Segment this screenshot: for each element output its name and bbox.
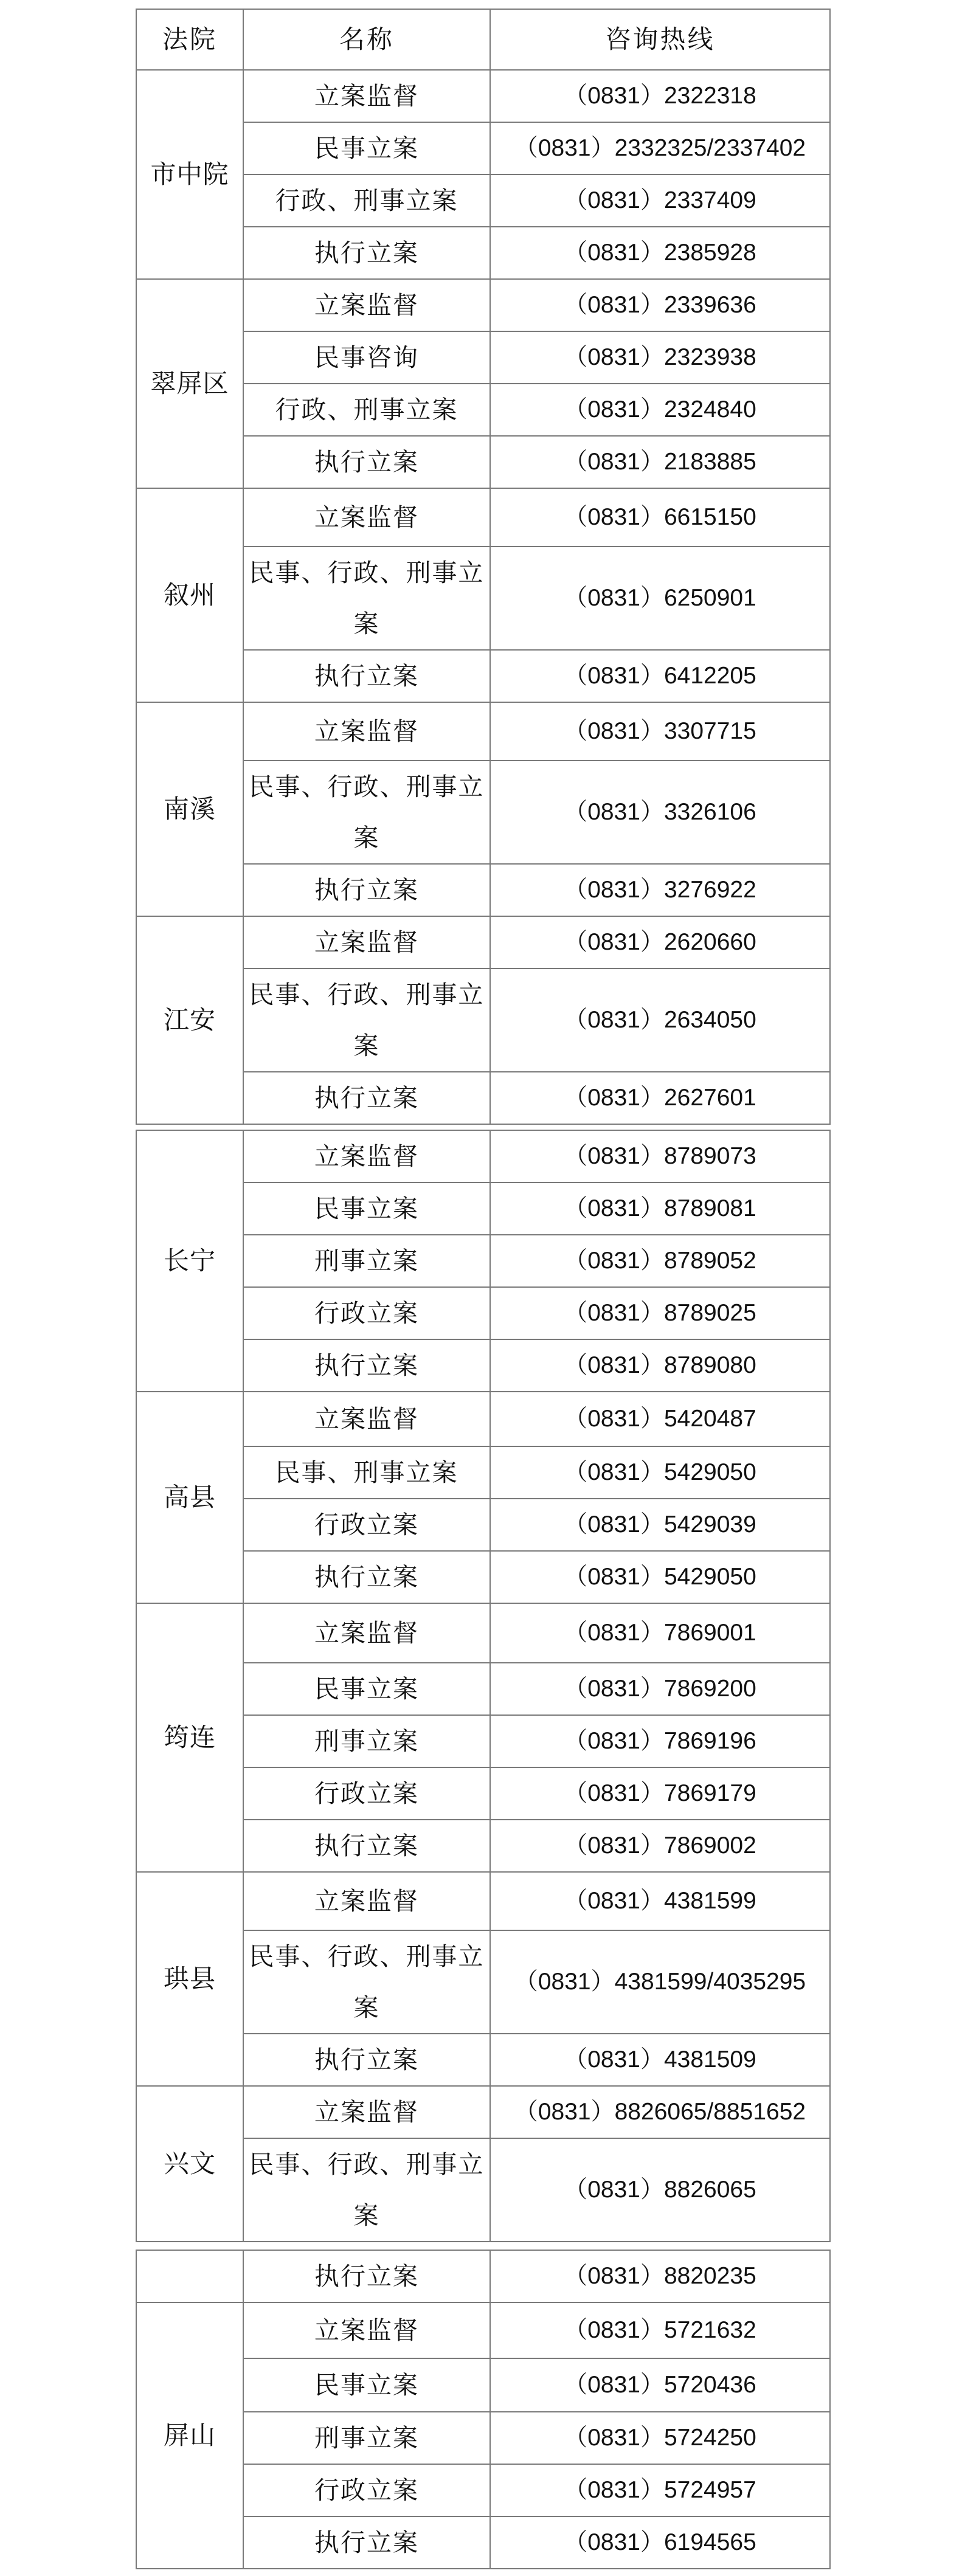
table-row bbox=[136, 702, 830, 761]
hotline-number: （0831）7869002 bbox=[490, 1820, 830, 1872]
service-name: 立案监督 bbox=[243, 1130, 490, 1183]
service-name: 立案监督 bbox=[243, 279, 490, 331]
hotline-number: （0831）2385928 bbox=[490, 227, 830, 279]
hotline-number: （0831）6412205 bbox=[490, 650, 830, 702]
service-name: 执行立案 bbox=[243, 1072, 490, 1124]
hotline-number: （0831）2323938 bbox=[490, 331, 830, 384]
hotline-number: （0831）6615150 bbox=[490, 488, 830, 547]
hotline-number: （0831）4381599 bbox=[490, 1872, 830, 1930]
table-row bbox=[136, 2250, 830, 2302]
hotline-number: （0831）8820235 bbox=[490, 2250, 830, 2302]
service-name: 行政立案 bbox=[243, 1499, 490, 1551]
service-name: 执行立案 bbox=[243, 2034, 490, 2086]
hotline-number: （0831）2634050 bbox=[490, 969, 830, 1072]
service-name: 立案监督 bbox=[243, 1603, 490, 1663]
hotline-number: （0831）7869001 bbox=[490, 1603, 830, 1663]
service-name: 执行立案 bbox=[243, 436, 490, 488]
service-name: 执行立案 bbox=[243, 1551, 490, 1603]
court-name: 南溪 bbox=[136, 702, 243, 916]
service-name: 刑事立案 bbox=[243, 1715, 490, 1767]
service-name: 行政立案 bbox=[243, 1767, 490, 1820]
table-row bbox=[136, 2086, 830, 2138]
table-row bbox=[136, 1392, 830, 1446]
service-name: 民事、行政、刑事立案 bbox=[243, 969, 490, 1072]
service-name: 执行立案 bbox=[243, 864, 490, 916]
court-name: 珙县 bbox=[136, 1872, 243, 2086]
hotline-number: （0831）2339636 bbox=[490, 279, 830, 331]
service-name: 民事立案 bbox=[243, 1663, 490, 1715]
hotline-number: （0831）7869179 bbox=[490, 1767, 830, 1820]
hotline-number: （0831）2620660 bbox=[490, 916, 830, 969]
hotline-table-2 bbox=[136, 1130, 831, 2242]
court-name: 高县 bbox=[136, 1392, 243, 1603]
service-name: 立案监督 bbox=[243, 2302, 490, 2358]
hotline-number: （0831）8789025 bbox=[490, 1287, 830, 1339]
table-row bbox=[136, 488, 830, 547]
table-row bbox=[136, 2302, 830, 2358]
court-name-continued bbox=[136, 2250, 243, 2302]
table-row bbox=[136, 70, 830, 122]
hotline-number: （0831）5720436 bbox=[490, 2358, 830, 2412]
court-name: 叙州 bbox=[136, 488, 243, 702]
service-name: 执行立案 bbox=[243, 650, 490, 702]
court-name: 翠屏区 bbox=[136, 279, 243, 488]
table-block-1 bbox=[136, 9, 829, 1125]
service-name: 民事立案 bbox=[243, 1183, 490, 1235]
service-name: 立案监督 bbox=[243, 702, 490, 761]
service-name: 行政立案 bbox=[243, 2464, 490, 2516]
hotline-table-1 bbox=[136, 9, 831, 1125]
hotline-number: （0831）5429050 bbox=[490, 1551, 830, 1603]
court-name: 兴文 bbox=[136, 2086, 243, 2242]
service-name: 立案监督 bbox=[243, 70, 490, 122]
service-name: 刑事立案 bbox=[243, 2412, 490, 2464]
hotline-number: （0831）2322318 bbox=[490, 70, 830, 122]
hotline-number: （0831）3326106 bbox=[490, 761, 830, 864]
service-name: 立案监督 bbox=[243, 488, 490, 547]
hotline-number: （0831）4381509 bbox=[490, 2034, 830, 2086]
hotline-number: （0831）6194565 bbox=[490, 2516, 830, 2569]
hotline-number: （0831）7869200 bbox=[490, 1663, 830, 1715]
service-name: 执行立案 bbox=[243, 2516, 490, 2569]
hotline-number: （0831）2324840 bbox=[490, 384, 830, 436]
hotline-table-3 bbox=[136, 2250, 831, 2569]
hotline-number: （0831）2337409 bbox=[490, 174, 830, 227]
service-name: 民事、行政、刑事立案 bbox=[243, 547, 490, 650]
service-name: 行政、刑事立案 bbox=[243, 384, 490, 436]
hotline-number: （0831）7869196 bbox=[490, 1715, 830, 1767]
court-name: 屏山 bbox=[136, 2302, 243, 2569]
header-name: 名称 bbox=[243, 9, 490, 70]
hotline-number: （0831）8789081 bbox=[490, 1183, 830, 1235]
service-name: 民事立案 bbox=[243, 2358, 490, 2412]
hotline-number: （0831）8826065/8851652 bbox=[490, 2086, 830, 2138]
hotline-number: （0831）8789052 bbox=[490, 1235, 830, 1287]
hotline-number: （0831）5429050 bbox=[490, 1446, 830, 1499]
hotline-number: （0831）2627601 bbox=[490, 1072, 830, 1124]
service-name: 行政立案 bbox=[243, 1287, 490, 1339]
table-block-3 bbox=[136, 2250, 829, 2569]
service-name: 民事、行政、刑事立案 bbox=[243, 1930, 490, 2034]
court-name: 长宁 bbox=[136, 1130, 243, 1392]
service-name: 立案监督 bbox=[243, 2086, 490, 2138]
table-row bbox=[136, 1603, 830, 1663]
service-name: 民事、行政、刑事立案 bbox=[243, 761, 490, 864]
court-name: 市中院 bbox=[136, 70, 243, 279]
table-row bbox=[136, 1130, 830, 1183]
hotline-number: （0831）5420487 bbox=[490, 1392, 830, 1446]
hotline-number: （0831）2332325/2337402 bbox=[490, 122, 830, 174]
service-name: 民事、刑事立案 bbox=[243, 1446, 490, 1499]
hotline-number: （0831）3307715 bbox=[490, 702, 830, 761]
table-row bbox=[136, 916, 830, 969]
hotline-number: （0831）5724250 bbox=[490, 2412, 830, 2464]
table-row bbox=[136, 279, 830, 331]
service-name: 立案监督 bbox=[243, 1392, 490, 1446]
service-name: 执行立案 bbox=[243, 1339, 490, 1392]
hotline-number: （0831）5721632 bbox=[490, 2302, 830, 2358]
hotline-number: （0831）8826065 bbox=[490, 2138, 830, 2242]
service-name: 民事咨询 bbox=[243, 331, 490, 384]
hotline-number: （0831）4381599/4035295 bbox=[490, 1930, 830, 2034]
table-row bbox=[136, 1872, 830, 1930]
service-name: 执行立案 bbox=[243, 2250, 490, 2302]
court-name: 江安 bbox=[136, 916, 243, 1124]
service-name: 立案监督 bbox=[243, 916, 490, 969]
table-header-row bbox=[136, 9, 830, 70]
service-name: 立案监督 bbox=[243, 1872, 490, 1930]
hotline-number: （0831）5429039 bbox=[490, 1499, 830, 1551]
hotline-number: （0831）3276922 bbox=[490, 864, 830, 916]
service-name: 执行立案 bbox=[243, 227, 490, 279]
service-name: 执行立案 bbox=[243, 1820, 490, 1872]
table-block-2 bbox=[136, 1130, 829, 2242]
hotline-number: （0831）5724957 bbox=[490, 2464, 830, 2516]
hotline-number: （0831）2183885 bbox=[490, 436, 830, 488]
hotline-number: （0831）8789080 bbox=[490, 1339, 830, 1392]
hotline-number: （0831）6250901 bbox=[490, 547, 830, 650]
service-name: 行政、刑事立案 bbox=[243, 174, 490, 227]
service-name: 刑事立案 bbox=[243, 1235, 490, 1287]
header-court: 法院 bbox=[136, 9, 243, 70]
header-hotline: 咨询热线 bbox=[490, 9, 830, 70]
court-name: 筠连 bbox=[136, 1603, 243, 1872]
hotline-number: （0831）8789073 bbox=[490, 1130, 830, 1183]
service-name: 民事立案 bbox=[243, 122, 490, 174]
service-name: 民事、行政、刑事立案 bbox=[243, 2138, 490, 2242]
